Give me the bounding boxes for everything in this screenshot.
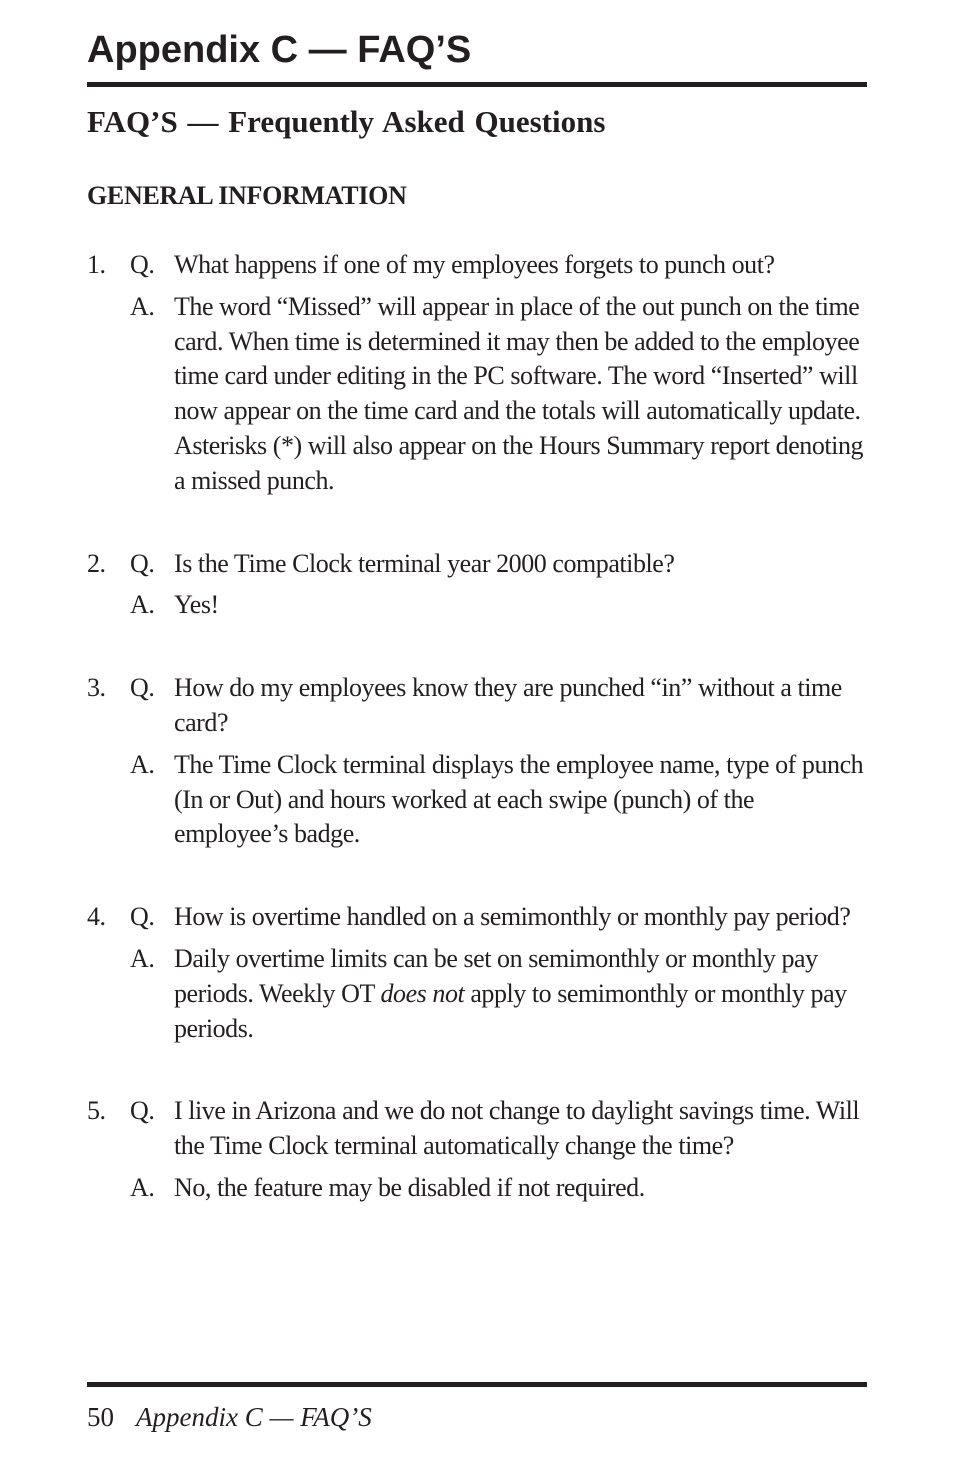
- page-header-title: Appendix C — FAQ’S: [87, 29, 472, 71]
- question-row: [87, 1094, 867, 1164]
- answer-label: A.: [130, 291, 155, 321]
- answer-label: A.: [130, 590, 155, 620]
- answer-text-end: apply to semimonthly or monthly pay periods.: [174, 978, 847, 1043]
- question-text: What happens if one of my employees forgets to punch out?: [174, 250, 775, 279]
- document-page: [87, 0, 867, 1475]
- answer-text: No, the feature may be disabled if not required.: [174, 1172, 645, 1202]
- question-label: Q.: [130, 548, 155, 578]
- question-text: How do my employees know they are punched “in” without a time card?: [174, 673, 842, 737]
- section-title: FAQ’S — Frequently Asked Questions: [87, 104, 606, 139]
- item-number: 1.: [87, 250, 106, 279]
- section-subheading: GENERAL INFORMATION: [87, 181, 407, 210]
- faq-item-5: [87, 1094, 867, 1205]
- question-row: [87, 248, 867, 283]
- page-number: 50: [87, 1402, 114, 1432]
- faq-item-4: [87, 900, 867, 1046]
- answer-text: The word “Missed” will appear in place of the out punch on the time card. When time is determined it may then be added to the employee time card under editing in the PC software. The word “Inserted” will now appear on the time card and the totals will automatically update. Asterisks (*) will also appear on the Hours Summary report denoting a missed punch.: [174, 291, 864, 495]
- question-label: Q.: [130, 673, 155, 703]
- page-footer: [87, 1399, 372, 1435]
- answer-row: [87, 1171, 867, 1206]
- item-number: 5.: [87, 1096, 106, 1126]
- question-text: Is the Time Clock terminal year 2000 compatible?: [174, 548, 675, 578]
- question-label: Q.: [130, 902, 155, 932]
- question-text: How is overtime handled on a semimonthly or monthly pay period?: [174, 902, 851, 932]
- header-rule: [87, 82, 867, 87]
- answer-label: A.: [130, 1172, 155, 1202]
- footer-title: Appendix C — FAQ’S: [136, 1402, 372, 1432]
- question-row: [87, 671, 867, 741]
- footer-rule: [87, 1382, 867, 1387]
- answer-row: [87, 588, 867, 623]
- question-label: Q.: [130, 1096, 155, 1126]
- answer-row: [87, 942, 867, 1046]
- answer-emphasis: does not: [380, 978, 465, 1008]
- answer-row: [87, 290, 867, 499]
- answer-text: Yes!: [174, 590, 219, 620]
- answer-label: A.: [130, 943, 155, 973]
- item-number: 2.: [87, 548, 106, 578]
- answer-label: A.: [130, 749, 155, 779]
- faq-item-2: [87, 547, 867, 624]
- answer-text: [174, 942, 867, 1046]
- answer-text-start: Daily overtime limits can be set on semimonthly or monthly pay periods. Weekly OT: [174, 943, 818, 1008]
- faq-item-3: [87, 671, 867, 852]
- answer-row: [87, 748, 867, 852]
- item-number: 4.: [87, 902, 106, 932]
- question-label: Q.: [130, 250, 155, 279]
- faq-list: [87, 248, 867, 1254]
- question-row: [87, 900, 867, 935]
- item-number: 3.: [87, 673, 106, 703]
- question-row: [87, 547, 867, 582]
- faq-item-1: [87, 248, 867, 499]
- answer-text: The Time Clock terminal displays the employee name, type of punch (In or Out) and hours worked at each swipe (punch) of the employee’s badge.: [174, 749, 864, 849]
- question-text: I live in Arizona and we do not change to daylight savings time. Will the Time Clock terminal automatically change the time?: [174, 1096, 860, 1161]
